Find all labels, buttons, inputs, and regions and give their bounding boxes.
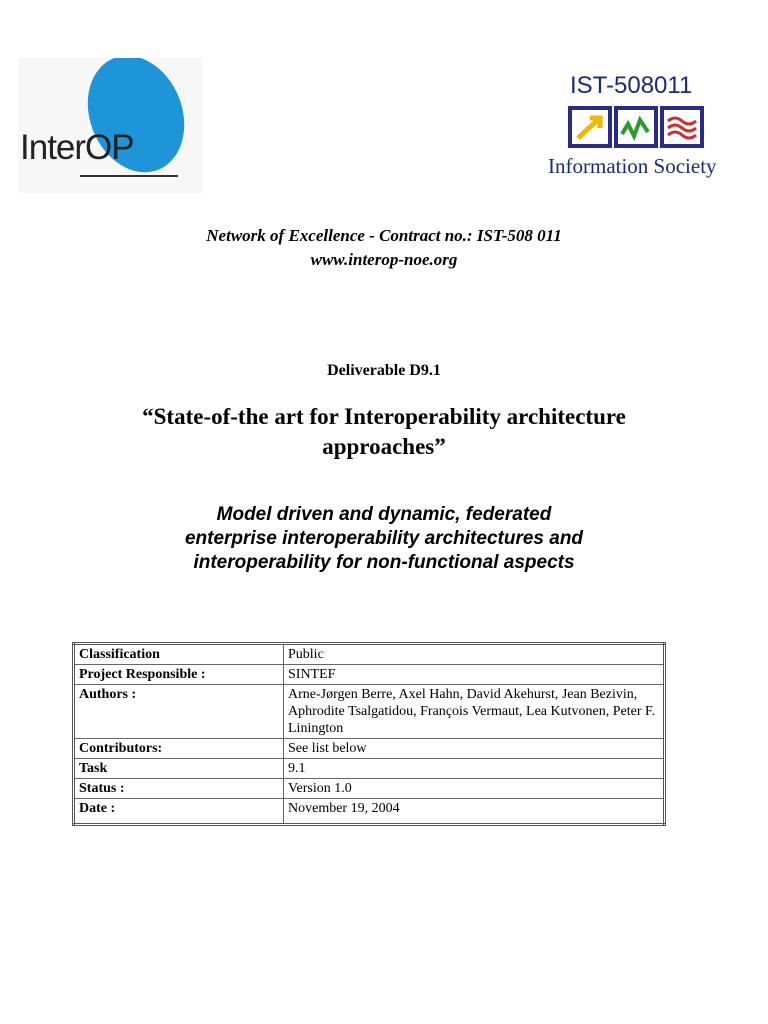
deliverable-id: Deliverable D9.1 (327, 362, 441, 379)
document-subtitle-line-3: interoperability for non-functional aspects (193, 552, 575, 573)
row-label: Task (74, 759, 284, 779)
ist-logo (540, 72, 740, 192)
table-row (74, 665, 665, 685)
table-row (74, 644, 665, 665)
row-value: Public (284, 644, 665, 665)
document-title-line-2: approaches” (322, 434, 446, 459)
document-title-line-1: “State-of-the art for Interoperability architecture (142, 404, 626, 429)
table-row (74, 739, 665, 759)
row-value: November 19, 2004 (284, 799, 665, 825)
arrow-icon (578, 118, 600, 138)
document-info-table (72, 642, 666, 826)
table-row (74, 685, 665, 739)
network-line: Network of Excellence - Contract no.: IST-508 011 (206, 226, 562, 245)
document-subtitle-line-2: enterprise interoperability architectures and (184, 528, 584, 549)
interop-logo-graphic (18, 58, 203, 193)
document-subtitle (0, 503, 768, 575)
website-link[interactable]: www.interop-noe.org (310, 250, 458, 269)
document-title (0, 402, 768, 462)
row-label: Status : (74, 779, 284, 799)
row-value: See list below (284, 739, 665, 759)
ist-icon-boxes (568, 106, 704, 148)
row-label: Date : (74, 799, 284, 825)
table-row (74, 759, 665, 779)
row-label: Authors : (74, 685, 284, 739)
row-value: 9.1 (284, 759, 665, 779)
table-row (74, 779, 665, 799)
wave-icon (622, 120, 648, 136)
row-value: SINTEF (284, 665, 665, 685)
table-row (74, 799, 665, 825)
ist-society-text: Information Society (548, 154, 717, 178)
interop-logo (18, 58, 203, 193)
row-value: Arne-Jørgen Berre, Axel Hahn, David Akehurst, Jean Bezivin, Aphrodite Tsalgatidou, François Vermaut, Lea Kutvonen, Peter F. Linington (284, 685, 665, 739)
interop-wordmark-inter: Inter (20, 128, 86, 167)
approx-sign-icon (668, 118, 696, 138)
document-subtitle-line-1: Model driven and dynamic, federated (216, 504, 552, 525)
interop-wordmark (20, 128, 134, 168)
interop-wordmark-op: OP (85, 128, 134, 167)
row-label: Classification (74, 644, 284, 665)
row-label: Contributors: (74, 739, 284, 759)
row-value: Version 1.0 (284, 779, 665, 799)
row-label: Project Responsible : (74, 665, 284, 685)
ist-code: IST-508011 (570, 72, 693, 99)
